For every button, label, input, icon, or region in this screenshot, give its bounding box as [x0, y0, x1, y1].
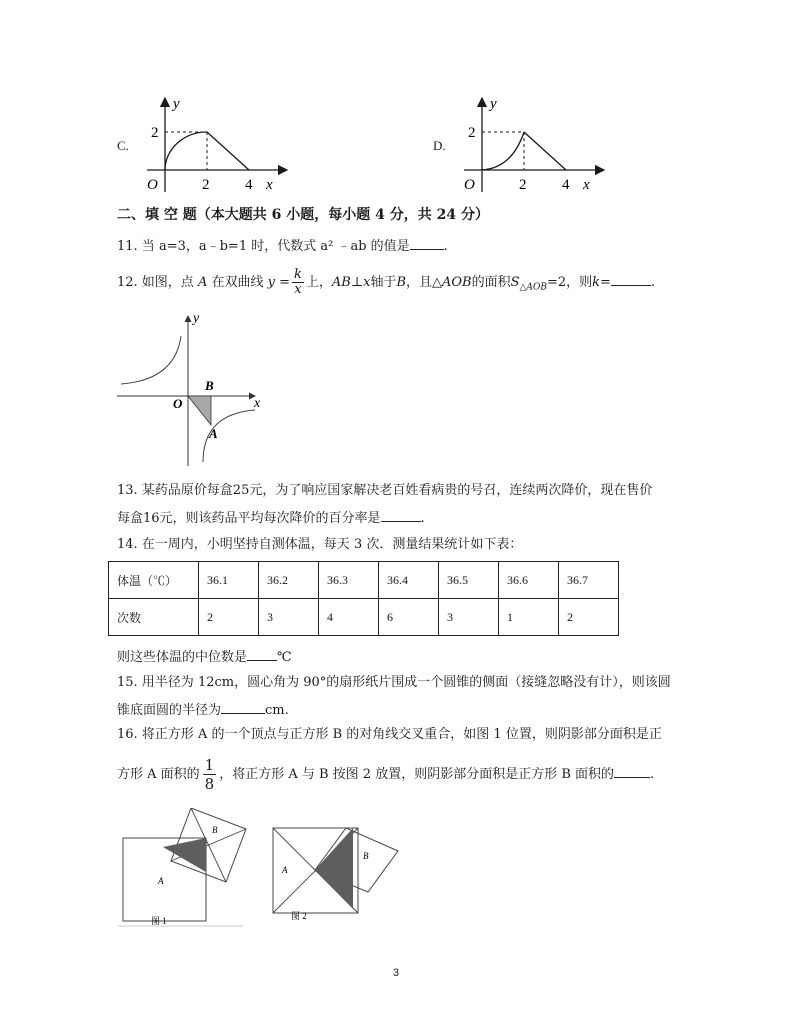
curve-d: [482, 132, 524, 170]
q16-line2-pre: 方形 A 面积的: [117, 767, 200, 782]
triangle-aob-shaded: [188, 396, 211, 425]
x-tick-2: 2: [202, 177, 210, 193]
y-label: y: [173, 96, 180, 112]
q12-mid3: 轴于: [370, 275, 397, 290]
q14-unit: ℃: [277, 650, 292, 665]
q12-k: k: [592, 275, 601, 290]
y-tick-2: 2: [468, 125, 476, 141]
origin-label: O: [147, 177, 158, 193]
q12-mid6: =2，则: [546, 275, 593, 290]
page-number: 3: [393, 967, 400, 979]
q16-fraction: $\frac{1}{8}$: [204, 756, 215, 793]
q12-a: A: [197, 275, 208, 290]
section-title: 二、填 空 题（本大题共 6 小题，每小题 4 分，共 24 分）: [117, 207, 489, 223]
y-tick-2: 2: [151, 125, 159, 141]
label-b: B: [212, 825, 218, 835]
q16-blank[interactable]: [614, 764, 650, 778]
table-cell: 6: [379, 599, 439, 636]
q12-sub: △AOB: [519, 282, 547, 293]
q13-blank[interactable]: [381, 508, 421, 522]
figure-1: [118, 808, 253, 930]
q12-mid1: 在双曲线: [211, 275, 264, 290]
q12-mid4: ，且△: [406, 275, 443, 290]
x-tick-4: 4: [245, 177, 253, 193]
q12-fraction: $\frac{k}{x}$: [294, 267, 302, 297]
q16-line2-post: ，将正方形 A 与 B 按图 2 放置，则阴影部分面积是正方形 B 面积的: [219, 767, 615, 782]
x-label: x: [254, 396, 261, 411]
line-segment: [524, 132, 566, 170]
table-header-temperature: 体温（℃）: [109, 562, 199, 599]
x-tick-2: 2: [519, 177, 527, 193]
q12-aob: AOB: [442, 275, 472, 290]
table-cell: 2: [199, 599, 259, 636]
table-cell: 36.2: [259, 562, 319, 599]
q15-blank[interactable]: [221, 700, 265, 714]
figure-1-caption: 图 1: [151, 916, 167, 926]
option-d-label: D.: [433, 138, 446, 153]
question-14: 14. 在一周内，小明坚持自测体温，每天 3 次．测量结果统计如下表：: [117, 537, 523, 552]
hyperbola-branch-upper: [121, 336, 181, 384]
q13-end: .: [420, 511, 425, 526]
q14-after-text: 则这些体温的中位数是: [117, 650, 248, 665]
hyperbola-figure: [115, 310, 275, 470]
q12-y-eq: y =: [267, 275, 291, 290]
table-cell: 36.1: [199, 562, 259, 599]
question-15-line-2: [117, 700, 289, 720]
label-a: A: [158, 876, 164, 886]
question-16-line-1: 16. 将正方形 A 的一个顶点与正方形 B 的对角线交叉重合，如图 1 位置，则阴影部分面积是正: [117, 727, 662, 742]
q12-b: B: [396, 275, 407, 290]
q12-end: .: [650, 275, 656, 290]
q12-blank[interactable]: [611, 272, 651, 286]
question-11: [117, 236, 448, 256]
shaded-region: [315, 828, 353, 909]
q12-mid5: 的面积: [471, 275, 511, 290]
table-header-count: 次数: [109, 599, 199, 636]
q11-blank[interactable]: [410, 236, 444, 250]
label-b: B: [363, 851, 369, 861]
figure-2: [268, 815, 408, 925]
x-tick-4: 4: [562, 177, 570, 193]
option-c-graph: [135, 92, 295, 196]
q13-line2: 每盒16元，则该药品平均每次降价的百分率是: [117, 511, 381, 526]
table-cell: 2: [559, 599, 619, 636]
x-label: x: [583, 177, 590, 193]
table-cell: 36.5: [439, 562, 499, 599]
q12-s: S: [510, 275, 520, 290]
question-16-line-2: [117, 756, 654, 794]
q12-eq: =: [600, 275, 611, 290]
table-row-count: [109, 599, 619, 636]
table-cell: 3: [439, 599, 499, 636]
question-14-after: [117, 647, 292, 667]
point-b-label: B: [205, 378, 214, 393]
q11-end: .: [443, 239, 448, 254]
table-cell: 4: [319, 599, 379, 636]
q14-blank[interactable]: [247, 647, 277, 661]
table-cell: 36.4: [379, 562, 439, 599]
q12-prefix: 12. 如图，点: [117, 275, 194, 290]
y-label: y: [490, 96, 497, 112]
curve-c: [165, 132, 207, 170]
origin-label: O: [173, 396, 183, 411]
temperature-table: [108, 561, 619, 636]
question-15-line-1: 15. 用半径为 12cm，圆心角为 90°的扇形纸片围成一个圆锥的侧面（接缝忽略没有计），则该圆: [117, 675, 671, 690]
table-cell: 3: [259, 599, 319, 636]
x-label: x: [266, 177, 273, 193]
figure-2-caption: 图 2: [291, 911, 307, 921]
q12-mid2: 上，: [305, 275, 332, 290]
q15-unit: cm.: [265, 703, 289, 718]
shaded-region: [163, 838, 206, 872]
question-13-line-2: [117, 508, 425, 528]
q12-perp: ⊥x: [350, 275, 371, 290]
option-d-graph: [452, 92, 612, 196]
q16-end: .: [650, 767, 655, 782]
table-cell: 1: [499, 599, 559, 636]
question-12: [117, 266, 655, 305]
point-a-label: A: [209, 426, 218, 441]
table-row-temperature: [109, 562, 619, 599]
q12-ab: AB: [331, 275, 351, 290]
origin-label: O: [464, 177, 475, 193]
table-cell: 36.6: [499, 562, 559, 599]
question-13-line-1: 13. 某药品原价每盒25元，为了响应国家解决老百姓看病贵的号召，连续两次降价，现在售价: [117, 483, 653, 498]
table-cell: 36.7: [559, 562, 619, 599]
label-a: A: [282, 865, 288, 875]
q11-text: 11. 当 a=3，a﹣b=1 时，代数式 a² ﹣ab 的值是: [117, 239, 410, 254]
table-cell: 36.3: [319, 562, 379, 599]
line-segment: [207, 132, 249, 170]
q15-line2: 锥底面圆的半径为: [117, 703, 222, 718]
y-label: y: [193, 311, 200, 326]
option-c-label: C.: [117, 138, 129, 153]
